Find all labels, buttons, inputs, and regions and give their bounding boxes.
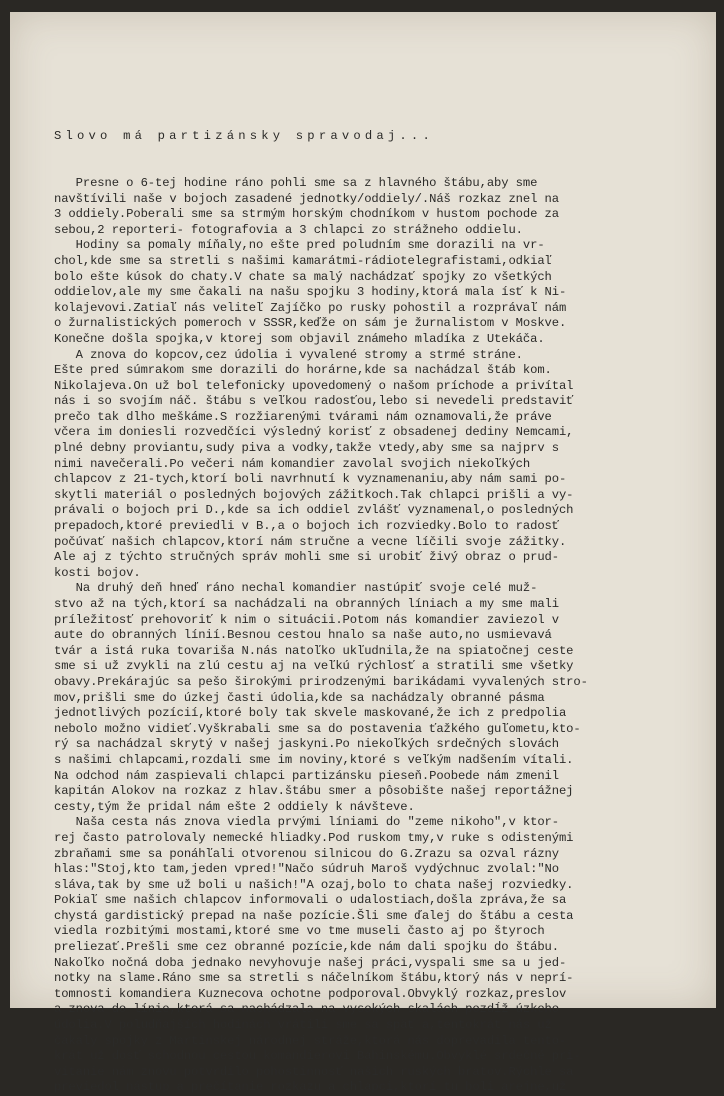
- typed-text-block: [54, 98, 694, 1096]
- text-line: krát už dosť schodnou cestou komandierovi Bahinskému.Obvyklé srdečné pri-: [54, 1049, 581, 1064]
- text-line: včera im doniesli rozvedčíci výsledný korisť z obsadenej dediny Nemcami,: [54, 425, 574, 440]
- text-line: právali o bojoch pri D.,kde sa ich oddiel zvlášť vyznamenal,o posledných: [54, 503, 574, 518]
- text-line: Na druhý deň hneď ráno nechal komandier nastúpiť svoje celé muž-: [54, 581, 538, 596]
- text-line: prepadoch,ktoré previedli v B.,a o bojoch ich rozviedky.Bolo to radosť: [54, 519, 559, 534]
- text-line: Hodiny sa pomaly míňaly,no ešte pred poludním sme dorazili na vr-: [54, 238, 545, 253]
- text-line: notky na slame.Ráno sme sa stretli s náčelníkom štábu,ktorý nás v neprí-: [54, 971, 574, 986]
- text-line: Ešte pred súmrakom sme dorazili do horárne,kde sa nachádzal štáb kom.: [54, 363, 552, 378]
- text-line: hlas:"Stoj,kto tam,jeden vpred!"Načo súdruh Maroš vydýchnuc zvolal:"No: [54, 862, 559, 877]
- text-line: stvo až na tých,ktorí sa nachádzali na obranných líniach a my sme mali: [54, 597, 559, 611]
- text-line: aute do obranných línií.Besnou cestou hnalo sa naše auto,no usmievavá: [54, 628, 552, 643]
- text-line: Na odchod nám zaspievali chlapci partizánsku pieseň.Poobede nám zmenil: [54, 768, 559, 783]
- text-line: chlapcov z 21-tych,ktorí boli navrhnutí k vyznamenaniu,aby nám sami po-: [54, 472, 567, 487]
- text-line: nás i so svojím náč. štábu s veľkou radosťou,lebo si nevedeli predstaviť: [54, 394, 574, 409]
- text-line: 3 oddiely.Poberali sme sa strmým horským chodníkom v hustom pochode za: [54, 207, 559, 222]
- text-line: a znova do línie,ktorá sa nachádzala na vysokých skalách pozdĺž úzkeho: [54, 1002, 559, 1017]
- text-line: Naša cesta nás znova viedla prvými líniami do "zeme nikoho",v ktor-: [54, 815, 559, 830]
- typewritten-page: [10, 12, 716, 1095]
- text-line: Konečne došla spojka,v ktorej som objavil známeho mladíka z Utekáča.: [54, 331, 545, 346]
- text-line: navštívili naše v bojoch zasadené jednotky/oddiely/.Náš rozkaz znel na: [54, 191, 559, 206]
- text-line: kapitán Alokov na rozkaz z hlav.štábu smer a pôsobište našej reportážnej: [54, 784, 574, 799]
- text-line: tvár a istá ruka tovariša N.nás natoľko ukľudnila,že na spiatočnej ceste: [54, 643, 574, 658]
- text-line: rý sa nachádzal skrytý v našej jaskyni.Po niekoľkých srdečných slovách: [54, 737, 559, 752]
- text-line: obavy.Prekárajúc sa pešo širokými prirodzenými barikádami vyvalených stro-: [54, 674, 588, 689]
- text-line: sebou,2 reporteri- fotografovia a 3 chlapci zo strážneho oddielu.: [54, 222, 523, 237]
- text-line: príležitosť prehovoriť k nim o situácii.Potom nás komandier zaviezol v: [54, 612, 559, 627]
- text-line: cesty,tým že pridal nám ešte 2 oddiely k návšteve.: [54, 799, 415, 814]
- text-line: jednotlivých pozícií,ktoré boly tak skvele maskované,že ich z predpolia: [54, 706, 567, 721]
- text-line: nimi navečerali.Po večeri nám komandier zavolal svojich niekoľkých: [54, 456, 531, 471]
- text-line: sláva,tak by sme už boli u našich!"A ozaj,bolo to chata našej rozviedky.: [54, 877, 574, 892]
- text-line: Ale aj z týchto stručných správ mohli sme si urobiť živý obraz o prud-: [54, 550, 559, 565]
- text-line: údolia.V poludňajších hodinách vrátili sme sa späť a,tentokrát nás už: [54, 1018, 552, 1033]
- text-line: oddielov,ale my sme čakali na našu spojku 3 hodiny,ktorá mala ísť k Ni-: [54, 285, 567, 300]
- text-line: čakaly spojky z Martinskej národnej stráže,ktorá nás doprevadila tento-: [54, 1033, 567, 1048]
- text-line: tomnosti komandiera Kuznecova ochotne podporoval.Obvyklý rozkaz,preslov: [54, 986, 567, 1001]
- text-line: vítanie nám znovu potvrdilo pohostinnosť našich ruských bratov.Rýchle sa: [54, 1064, 574, 1079]
- text-line: Nikolajeva.On už bol telefonicky upovedomený o našom príchode a privítal: [54, 378, 574, 393]
- text-line: počúvať našich chlapcov,ktorí nám stručne a vecne líčili svoje zážitky.: [54, 534, 567, 549]
- text-line: plné debny proviantu,sudy piva a vodky,takže vtedy,aby sme sa najprv s: [54, 441, 559, 456]
- text-line: A znova do kopcov,cez údolia i vyvalené stromy a strmé stráne.: [54, 347, 523, 362]
- text-line: Nakoľko nočná doba jednako nevyhovuje našej práci,vyspali sme sa u jed-: [54, 955, 567, 970]
- text-line: chol,kde sme sa stretli s našimi kamarátmi-rádiotelegrafistami,odkiaľ: [54, 253, 552, 268]
- text-line: bolo ešte kúsok do chaty.V chate sa malý nachádzať spojky zo všetkých: [54, 269, 552, 284]
- text-line: chystá gardistický prepad na naše pozície.Šli sme ďalej do štábu a cesta: [54, 908, 574, 923]
- text-line: s našimi chlapcami,rozdali sme im noviny,ktoré s veľkým nadšením vítali.: [54, 752, 574, 767]
- text-line: kosti bojov.: [54, 565, 141, 580]
- text-line: Pokiaľ sme našich chlapcov informovali o udalostiach,došla zpráva,že sa: [54, 893, 567, 908]
- text-line: viedla rozbitými mostami,ktoré sme vo tme museli často aj po štyroch: [54, 924, 545, 939]
- document-title: Slovo má partizánsky spravodaj...: [54, 129, 434, 144]
- text-line: Presne o 6-tej hodine ráno pohli sme sa z hlavného štábu,aby sme: [54, 175, 538, 190]
- text-line: kolajevovi.Zatiaľ nás veliteľ Zajíčko po rusky pohostil a rozprávaľ nám: [54, 300, 567, 315]
- text-line: zbraňami sme sa ponáhľali otvorenou silnicou do G.Zrazu sa ozval rázny: [54, 846, 559, 861]
- text-line: sme si už zvykli na zlú cestu aj na veľkú rýchlosť a stratili sme všetky: [54, 659, 574, 674]
- text-line: prečo tak dlho meškáme.S rozžiarenými tvárami nám oznamovali,že práve: [54, 409, 552, 424]
- text-line: rej často patrolovaly nemecké hliadky.Pod ruskom tmy,v ruke s odistenými: [54, 830, 574, 845]
- text-line: nebolo možno vidieť.Vyškrabali sme sa do postavenia ťažkého guľometu,kto-: [54, 721, 581, 736]
- text-line: previedol nástup a prečítanie rozkazu a chlapci,ktorí tu boli arejne,už: [54, 1080, 567, 1095]
- text-line: o žurnalistických pomeroch v SSSR,keďže on sám je žurnalistom v Moskve.: [54, 316, 567, 331]
- text-line: preliezať.Prešli sme cez obranné pozície,kde nám dali spojku do štábu.: [54, 940, 559, 955]
- text-line: skytli materiál o posledných bojových zážitkoch.Tak chlapci prišli a vy-: [54, 487, 574, 502]
- text-line: mov,prišli sme do úzkej časti údolia,kde sa nachádzaly obranné pásma: [54, 690, 545, 705]
